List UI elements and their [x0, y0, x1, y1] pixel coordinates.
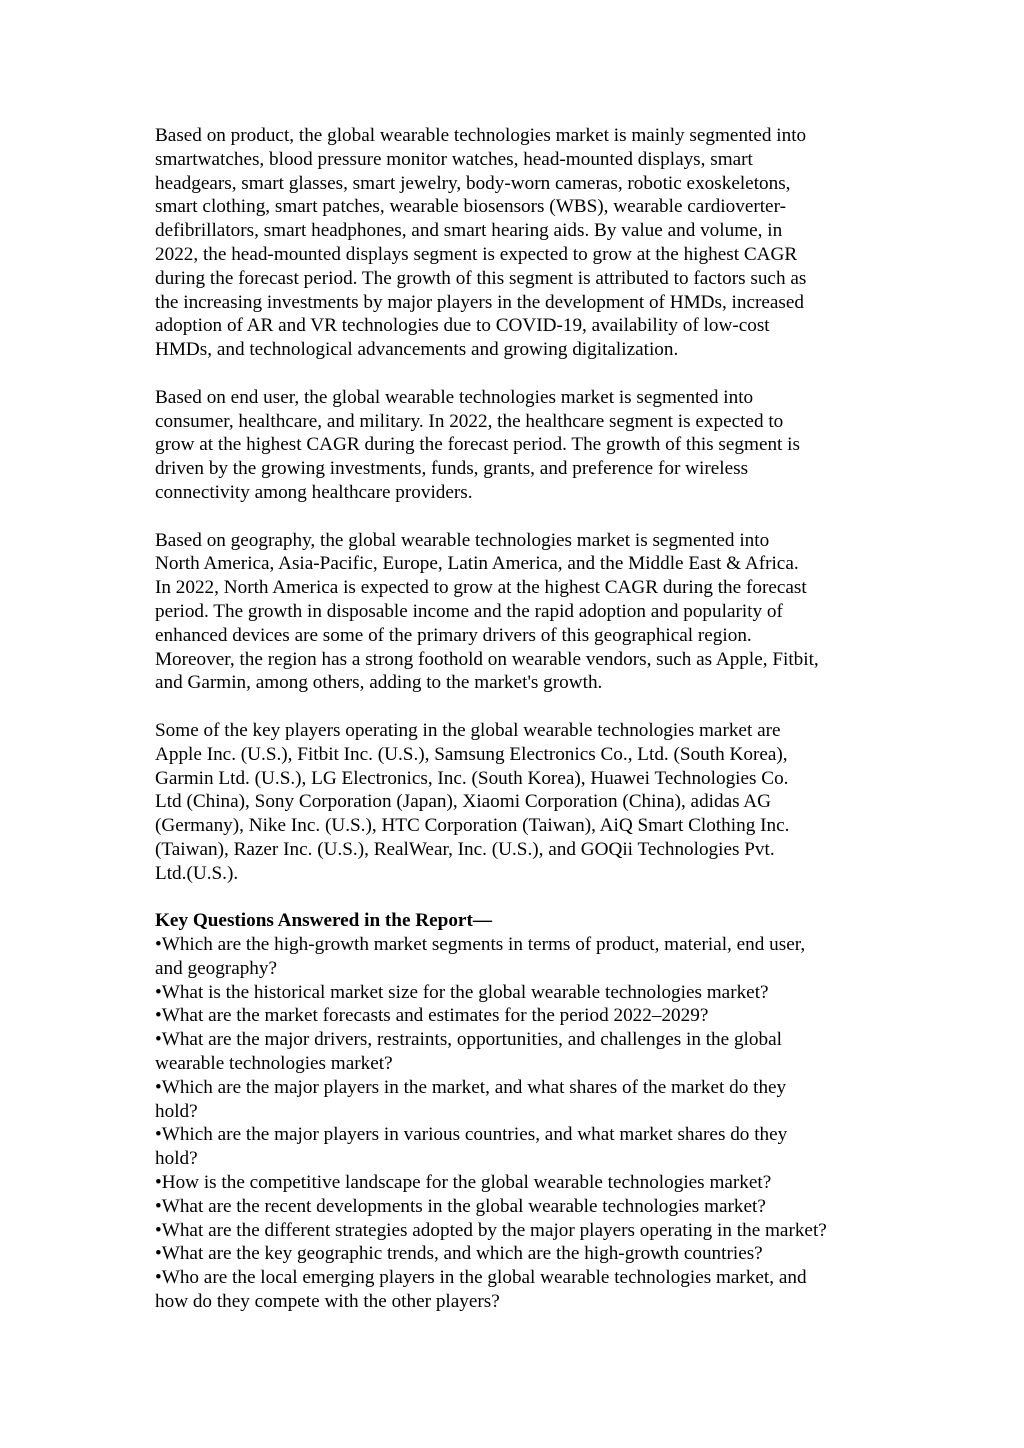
key-question-item: •Who are the local emerging players in the global wearable technologies market, and how do they compete with the other players? — [155, 1267, 807, 1313]
key-question-item: •What is the historical market size for the global wearable technologies market? — [155, 981, 769, 1003]
paragraph-geography-segmentation: Based on geography, the global wearable technologies market is segmented into North America, Asia-Pacific, Europe, Latin America, and the Middle East & Africa. In 2022, North America is expected to grow at the highest CAGR during the forecast period. The growth in disposable income and the rapid adoption and popularity of enhanced devices are some of the primary drivers of this geographical region. Moreover, the region has a strong foothold on wearable vendors, such as Apple, Fitbit, and Garmin, among others, adding to the market's growth. — [155, 529, 819, 694]
key-question-item: •Which are the major players in the market, and what shares of the market do they hold? — [155, 1076, 787, 1122]
paragraph-product-segmentation: Based on product, the global wearable technologies market is mainly segmented into smartwatches, blood pressure monitor watches, head-mounted displays, smart headgears, smart glasses, smart jewelry, body-worn cameras, robotic exoskeletons, smart clothing, smart patches, wearable biosensors (WBS), wearable cardioverter- defibrillators, smart headphones, and smart hearing aids. By value and volume, in 2022, the head-mounted displays segment is expected to grow at the highest CAGR during the forecast period. The growth of this segment is attributed to factors such as the increasing investments by major players in the development of HMDs, increased adoption of AR and VR technologies due to COVID-19, availability of low-cost HMDs, and technological advancements and growing digitalization. — [155, 125, 807, 361]
key-question-item: •What are the major drivers, restraints, opportunities, and challenges in the global wearable technologies market? — [155, 1029, 782, 1075]
key-question-item: •What are the key geographic trends, and which are the high-growth countries? — [155, 1243, 763, 1265]
paragraph-end-user-segmentation: Based on end user, the global wearable technologies market is segmented into consumer, healthcare, and military. In 2022, the healthcare segment is expected to grow at the highest CAGR during the forecast period. The growth of this segment is driven by the growing investments, funds, grants, and preference for wireless connectivity among healthcare providers. — [155, 386, 800, 503]
key-question-item: •Which are the high-growth market segments in terms of product, material, end user, and geography? — [155, 934, 806, 979]
document-body — [155, 124, 895, 1314]
key-question-item: •What are the different strategies adopted by the major players operating in the market? — [155, 1219, 827, 1241]
key-question-item: •What are the market forecasts and estimates for the period 2022–2029? — [155, 1005, 709, 1027]
key-question-item: •Which are the major players in various countries, and what market shares do they hold? — [155, 1124, 788, 1170]
key-question-item: •What are the recent developments in the global wearable technologies market? — [155, 1195, 766, 1217]
key-questions-section — [155, 909, 895, 1314]
key-questions-list — [155, 933, 895, 1314]
paragraph-key-players: Some of the key players operating in the global wearable technologies market are Apple Inc. (U.S.), Fitbit Inc. (U.S.), Samsung Electronics Co., Ltd. (South Korea), Garmin Ltd. (U.S.), LG Electronics, Inc. (South Korea), Huawei Technologies Co. Ltd (China), Sony Corporation (Japan), Xiaomi Corporation (China), adidas AG (Germany), Nike Inc. (U.S.), HTC Corporation (Taiwan), AiQ Smart Clothing Inc. (Taiwan), Razer Inc. (U.S.), RealWear, Inc. (U.S.), and GOQii Technologies Pvt. Ltd.(U.S.). — [155, 719, 790, 884]
key-question-item: •How is the competitive landscape for the global wearable technologies market? — [155, 1172, 772, 1194]
key-questions-heading: Key Questions Answered in the Report— — [155, 910, 493, 932]
